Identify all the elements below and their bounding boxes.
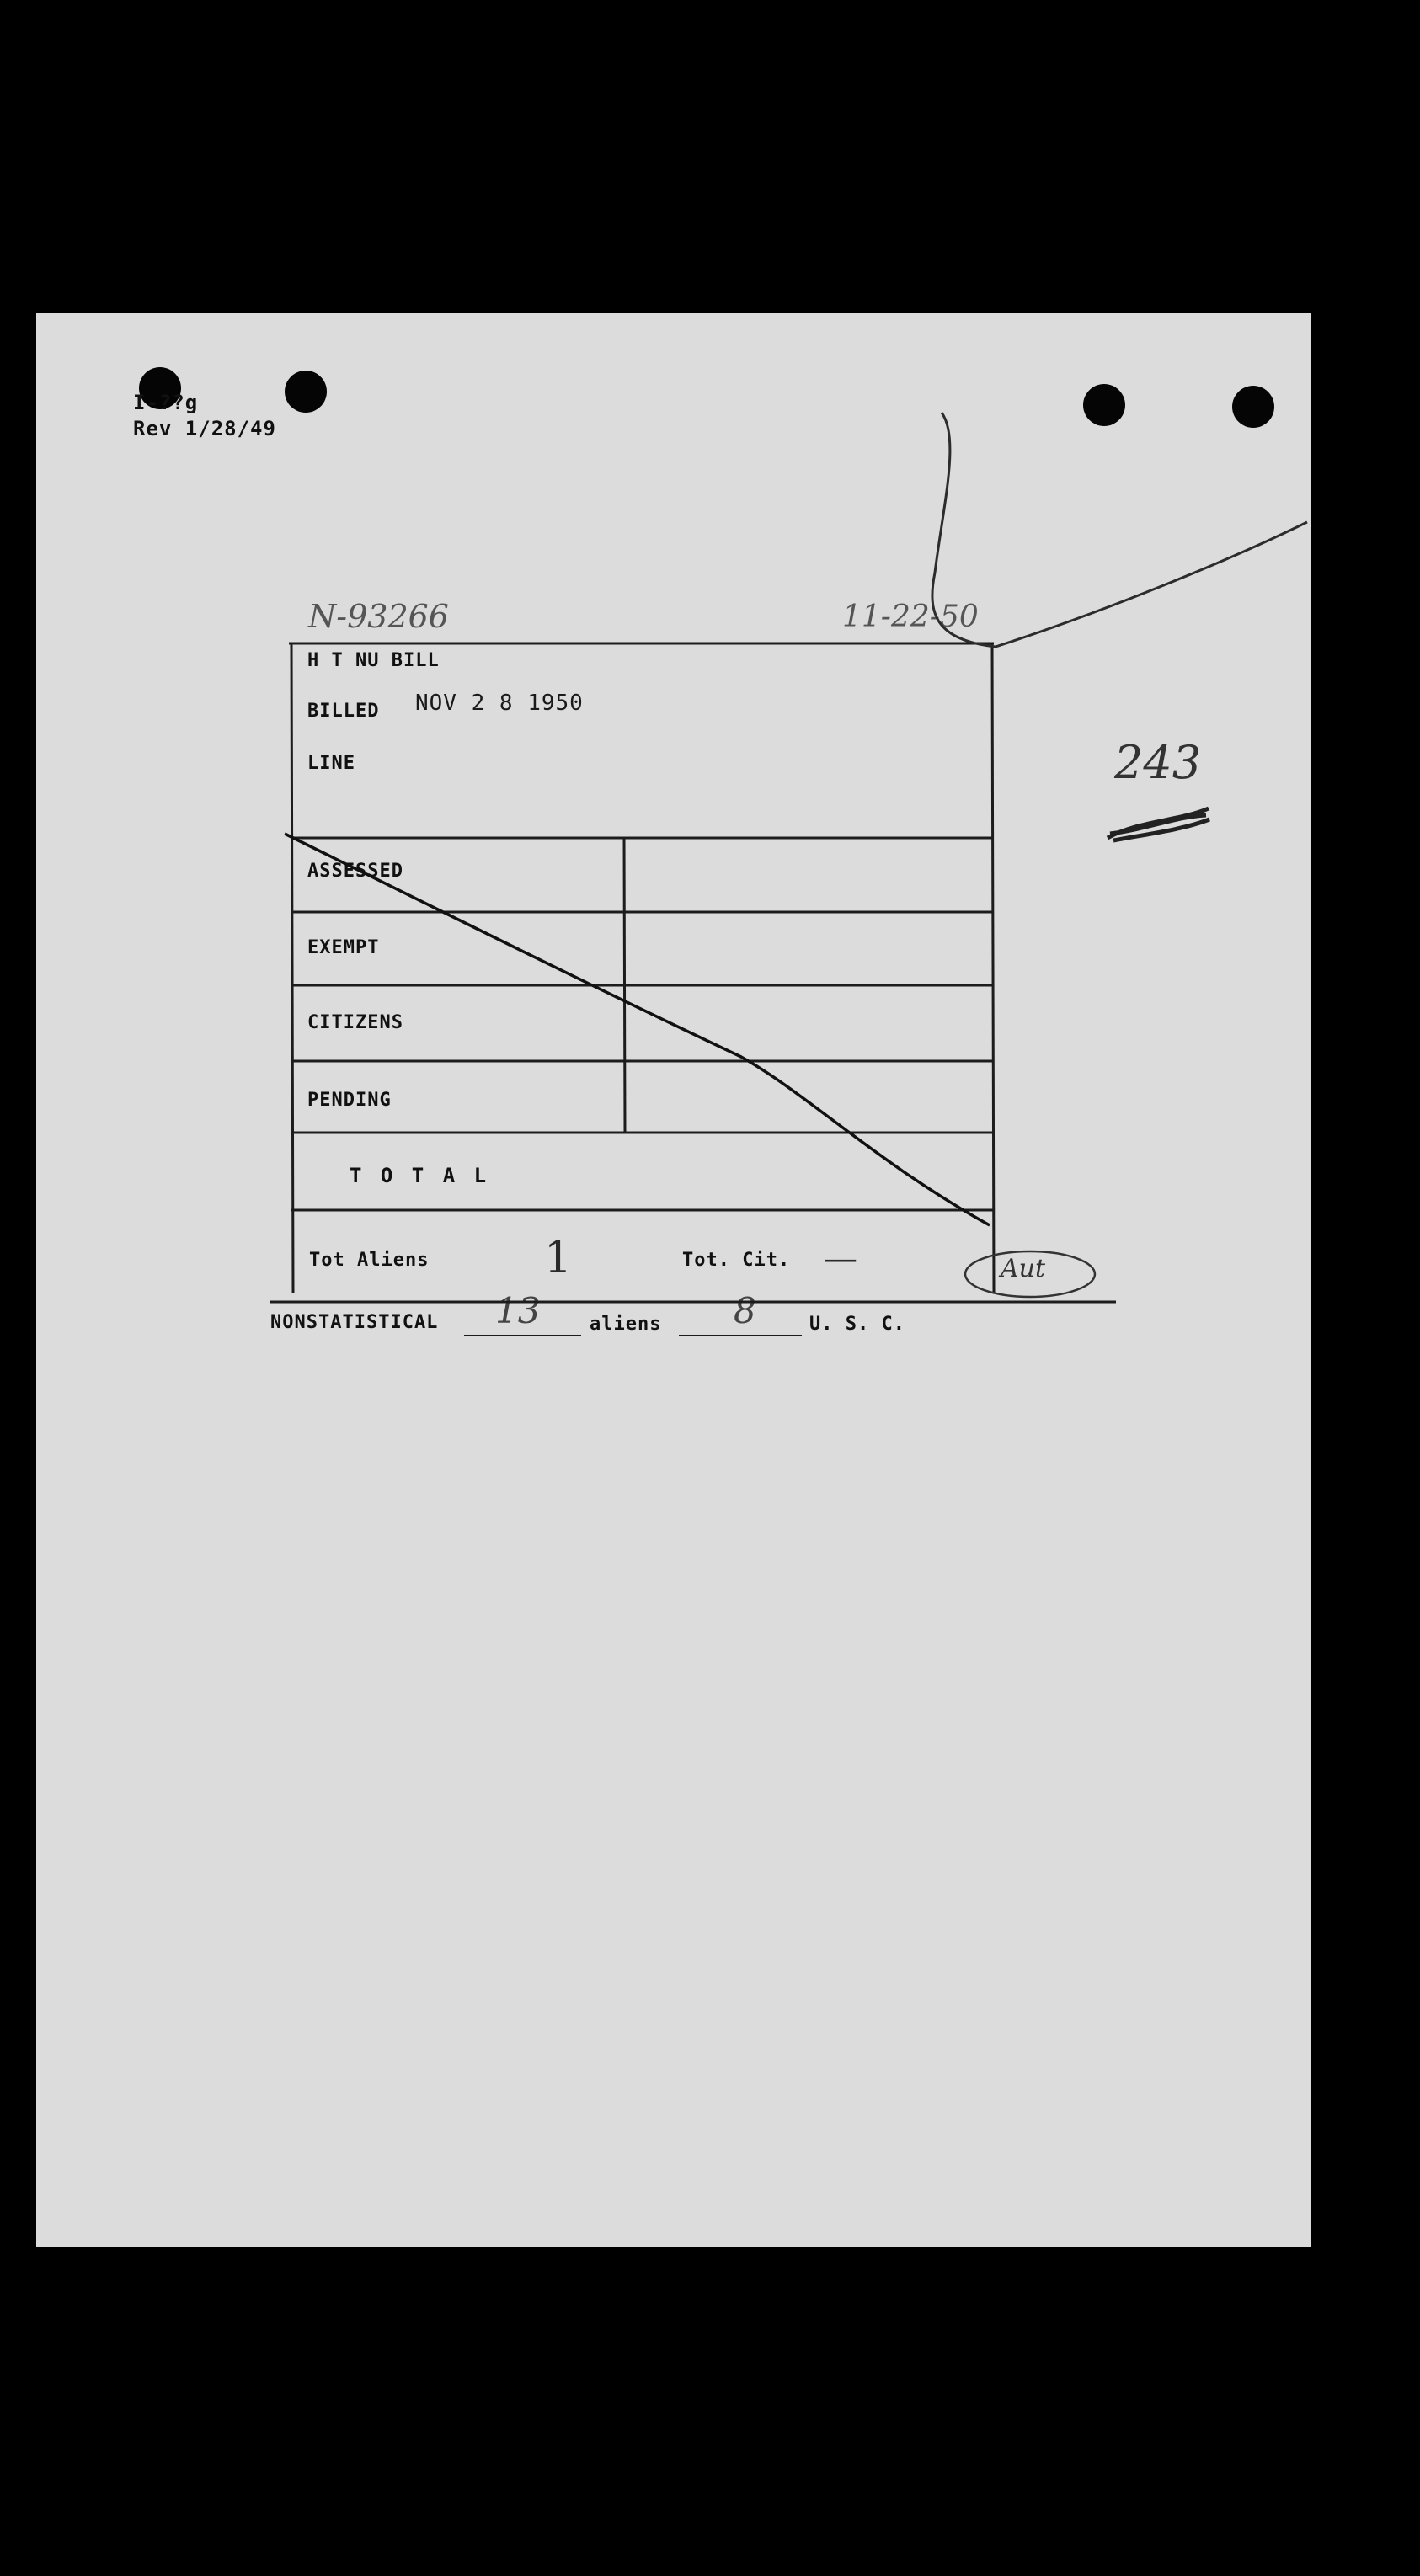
ht-line: H T NU BILL [307, 650, 440, 671]
row-label-citizens: CITIZENS [307, 1012, 403, 1033]
tot-aliens-value: 1 [544, 1233, 573, 1283]
row-label-pending: PENDING [307, 1090, 392, 1111]
nonstatistical-aliens-label: aliens [590, 1314, 662, 1335]
line-label: LINE [307, 753, 355, 774]
initials: Aut [1001, 1254, 1046, 1283]
nonstatistical-label: NONSTATISTICAL [270, 1312, 439, 1333]
punch-hole [285, 371, 327, 413]
total-label: T O T A L [350, 1164, 490, 1187]
tot-aliens-label: Tot Aliens [309, 1250, 430, 1271]
punch-hole [1083, 384, 1125, 426]
tot-cit-value: — [824, 1240, 857, 1278]
tot-cit-label: Tot. Cit. [682, 1250, 791, 1271]
nonstatistical-usc-label: U. S. C. [809, 1314, 905, 1335]
paper-sheet [36, 313, 1311, 2247]
page-number: 243 [1114, 736, 1202, 789]
form-revision: Rev 1/28/49 [133, 417, 276, 440]
row-label-assessed: ASSESSED [307, 861, 403, 882]
billed-label: BILLED [307, 701, 380, 722]
row-label-exempt: EXEMPT [307, 937, 380, 958]
form-number: I-??g [133, 391, 199, 414]
nonstatistical-usc-value: 8 [734, 1290, 756, 1331]
file-number: N-93266 [308, 598, 449, 635]
billed-stamp: NOV 2 8 1950 [415, 691, 584, 716]
punch-hole [1232, 386, 1274, 428]
header-date: 11-22-50 [842, 600, 979, 634]
nonstatistical-aliens-value: 13 [495, 1290, 541, 1331]
